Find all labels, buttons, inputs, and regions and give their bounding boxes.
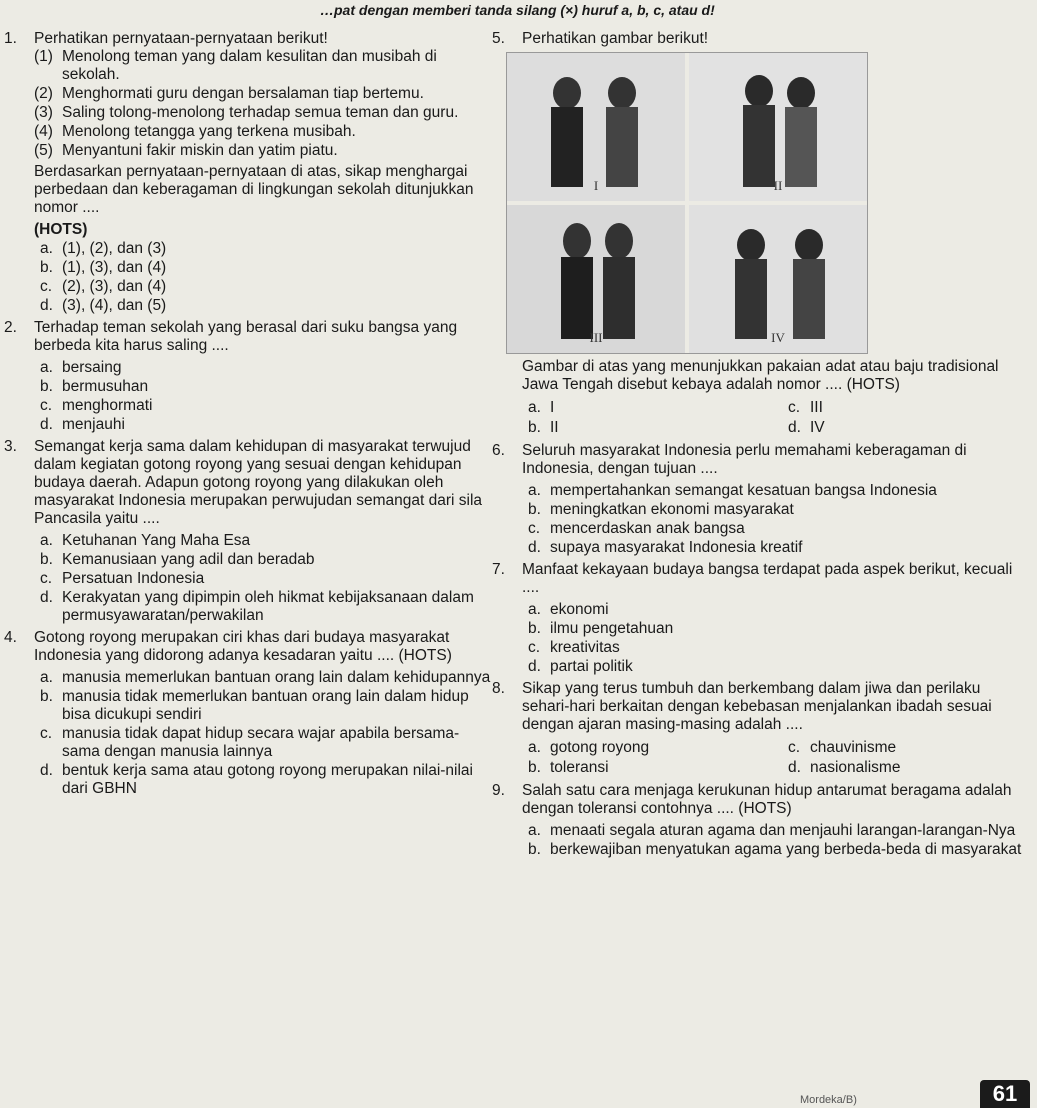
answer-option[interactable]: d. Kerakyatan yang dipimpin oleh hikmat kebijaksanaan dalam permusyawaratan/perwakilan bbox=[40, 589, 474, 624]
answer-option[interactable]: c. mencerdaskan anak bangsa bbox=[528, 520, 745, 537]
answer-option[interactable]: c. (2), (3), dan (4) bbox=[40, 278, 167, 295]
hots-tag: (HOTS) bbox=[34, 221, 88, 238]
question-intro: Perhatikan gambar berikut! bbox=[522, 30, 709, 47]
question-number: 2. bbox=[4, 319, 17, 336]
question-number: 9. bbox=[492, 782, 505, 799]
answer-options bbox=[522, 398, 1032, 438]
question-5 bbox=[492, 30, 1032, 438]
instruction-header: …pat dengan memberi tanda silang (×) huruf a, b, c, atau d! bbox=[320, 2, 715, 18]
answer-option[interactable]: b. II bbox=[528, 419, 559, 436]
answer-option[interactable]: a. manusia memerlukan bantuan orang lain dalam kehidupannya bbox=[40, 669, 491, 686]
answer-option[interactable]: d. bentuk kerja sama atau gotong royong merupakan nilai-nilai dari GBHN bbox=[40, 762, 473, 797]
photo-traditional-costume-2 bbox=[689, 53, 867, 201]
question-text: Salah satu cara menjaga kerukunan hidup antarumat beragama adalah dengan toleransi contohnya .... (HOTS) bbox=[522, 782, 1012, 817]
photo-label: IV bbox=[771, 330, 785, 345]
answer-option[interactable]: b. (1), (3), dan (4) bbox=[40, 259, 167, 276]
photo-gallery bbox=[506, 52, 868, 354]
question-text: Sikap yang terus tumbuh dan berkembang dalam jiwa dan perilaku sehari-hari berkaitan dengan kebebasan menjalankan ibadah sesuai dengan ajaran masing-masing adalah .... bbox=[522, 680, 992, 733]
answer-option[interactable]: d. menjauhi bbox=[40, 416, 125, 433]
question-text: Seluruh masyarakat Indonesia perlu memahami keberagaman di Indonesia, dengan tujuan .... bbox=[522, 442, 967, 477]
question-text: Berdasarkan pernyataan-pernyataan di atas, sikap menghargai perbedaan dan keberagaman di lingkungan sekolah ditunjukkan nomor .... bbox=[34, 163, 474, 216]
question-number: 1. bbox=[4, 30, 17, 47]
answer-option[interactable]: a. (1), (2), dan (3) bbox=[40, 240, 167, 257]
statement: (1) Menolong teman yang dalam kesulitan dan musibah di sekolah. bbox=[34, 48, 437, 83]
answer-option[interactable]: b. manusia tidak memerlukan bantuan orang lain dalam hidup bisa dicukupi sendiri bbox=[40, 688, 469, 723]
footer-text: Mordeka/B) bbox=[800, 1094, 857, 1106]
photo-label: I bbox=[593, 178, 599, 193]
answer-option[interactable]: a. menaati segala aturan agama dan menjauhi larangan-larangan-Nya bbox=[528, 822, 1016, 839]
answer-option[interactable]: c. kreativitas bbox=[528, 639, 620, 656]
question-9 bbox=[492, 782, 1032, 859]
answer-option[interactable]: a. bersaing bbox=[40, 359, 122, 376]
answer-option[interactable]: b. berkewajiban menyatukan agama yang berbeda-beda di masyarakat bbox=[528, 841, 1022, 858]
question-number: 5. bbox=[492, 30, 505, 47]
question-text: Manfaat kekayaan budaya bangsa terdapat pada aspek berikut, kecuali .... bbox=[522, 561, 1013, 596]
statement: (4) Menolong tetangga yang terkena musibah. bbox=[34, 123, 356, 140]
answer-option[interactable]: c. Persatuan Indonesia bbox=[40, 570, 205, 587]
question-text: Semangat kerja sama dalam kehidupan di masyarakat terwujud dalam kegiatan gotong royong yang sesuai dengan kehidupan budaya daerah. Adapun gotong royong yang dilakukan oleh masyarakat Indonesia merupakan perwujudan semangat dari sila Pancasila yaitu .... bbox=[34, 438, 483, 527]
question-7 bbox=[492, 561, 1032, 676]
question-number: 6. bbox=[492, 442, 505, 459]
question-intro: Perhatikan pernyataan-pernyataan berikut! bbox=[34, 30, 328, 47]
question-number: 4. bbox=[4, 629, 17, 646]
question-8 bbox=[492, 680, 1032, 778]
answer-options bbox=[522, 738, 1032, 778]
question-text: Gotong royong merupakan ciri khas dari budaya masyarakat Indonesia yang didorong adanya kesadaran yaitu .... (HOTS) bbox=[34, 629, 452, 664]
answer-option[interactable]: c. III bbox=[788, 399, 823, 416]
question-4 bbox=[4, 629, 494, 798]
question-2 bbox=[4, 319, 494, 434]
answer-option[interactable]: a. gotong royong bbox=[528, 739, 650, 756]
answer-option[interactable]: a. Ketuhanan Yang Maha Esa bbox=[40, 532, 251, 549]
answer-option[interactable]: d. nasionalisme bbox=[788, 759, 901, 776]
question-6 bbox=[492, 442, 1032, 557]
answer-option[interactable]: a. I bbox=[528, 399, 555, 416]
answer-option[interactable]: b. Kemanusiaan yang adil dan beradab bbox=[40, 551, 315, 568]
question-1 bbox=[4, 30, 494, 315]
photo-label: III bbox=[589, 330, 603, 345]
photo-label: II bbox=[773, 178, 783, 193]
question-number: 8. bbox=[492, 680, 505, 697]
answer-option[interactable]: b. meningkatkan ekonomi masyarakat bbox=[528, 501, 794, 518]
answer-option[interactable]: a. ekonomi bbox=[528, 601, 609, 618]
left-column bbox=[4, 30, 494, 802]
question-3 bbox=[4, 438, 494, 625]
photo-traditional-costume-3 bbox=[507, 205, 685, 353]
page-number: 61 bbox=[980, 1080, 1030, 1108]
question-text: Gambar di atas yang menunjukkan pakaian adat atau baju tradisional Jawa Tengah disebut kebaya adalah nomor .... (HOTS) bbox=[522, 358, 999, 393]
answer-option[interactable]: d. (3), (4), dan (5) bbox=[40, 297, 167, 314]
question-number: 7. bbox=[492, 561, 505, 578]
photo-traditional-costume-4 bbox=[689, 205, 867, 353]
answer-option[interactable]: a. mempertahankan semangat kesatuan bangsa Indonesia bbox=[528, 482, 937, 499]
answer-option[interactable]: b. bermusuhan bbox=[40, 378, 149, 395]
photo-traditional-costume-1 bbox=[507, 53, 685, 201]
answer-option[interactable]: c. manusia tidak dapat hidup secara wajar apabila bersama-sama dengan manusia lainnya bbox=[40, 725, 460, 760]
answer-option[interactable]: d. supaya masyarakat Indonesia kreatif bbox=[528, 539, 803, 556]
statement: (2) Menghormati guru dengan bersalaman tiap bertemu. bbox=[34, 85, 424, 102]
answer-option[interactable]: b. toleransi bbox=[528, 759, 609, 776]
statement: (5) Menyantuni fakir miskin dan yatim piatu. bbox=[34, 142, 338, 159]
question-number: 3. bbox=[4, 438, 17, 455]
answer-option[interactable]: c. chauvinisme bbox=[788, 739, 897, 756]
answer-option[interactable]: d. IV bbox=[788, 419, 825, 436]
right-column bbox=[492, 30, 1032, 863]
answer-option[interactable]: b. ilmu pengetahuan bbox=[528, 620, 674, 637]
answer-option[interactable]: c. menghormati bbox=[40, 397, 153, 414]
question-text: Terhadap teman sekolah yang berasal dari suku bangsa yang berbeda kita harus saling .... bbox=[34, 319, 458, 354]
statement: (3) Saling tolong-menolong terhadap semua teman dan guru. bbox=[34, 104, 459, 121]
answer-option[interactable]: d. partai politik bbox=[528, 658, 633, 675]
